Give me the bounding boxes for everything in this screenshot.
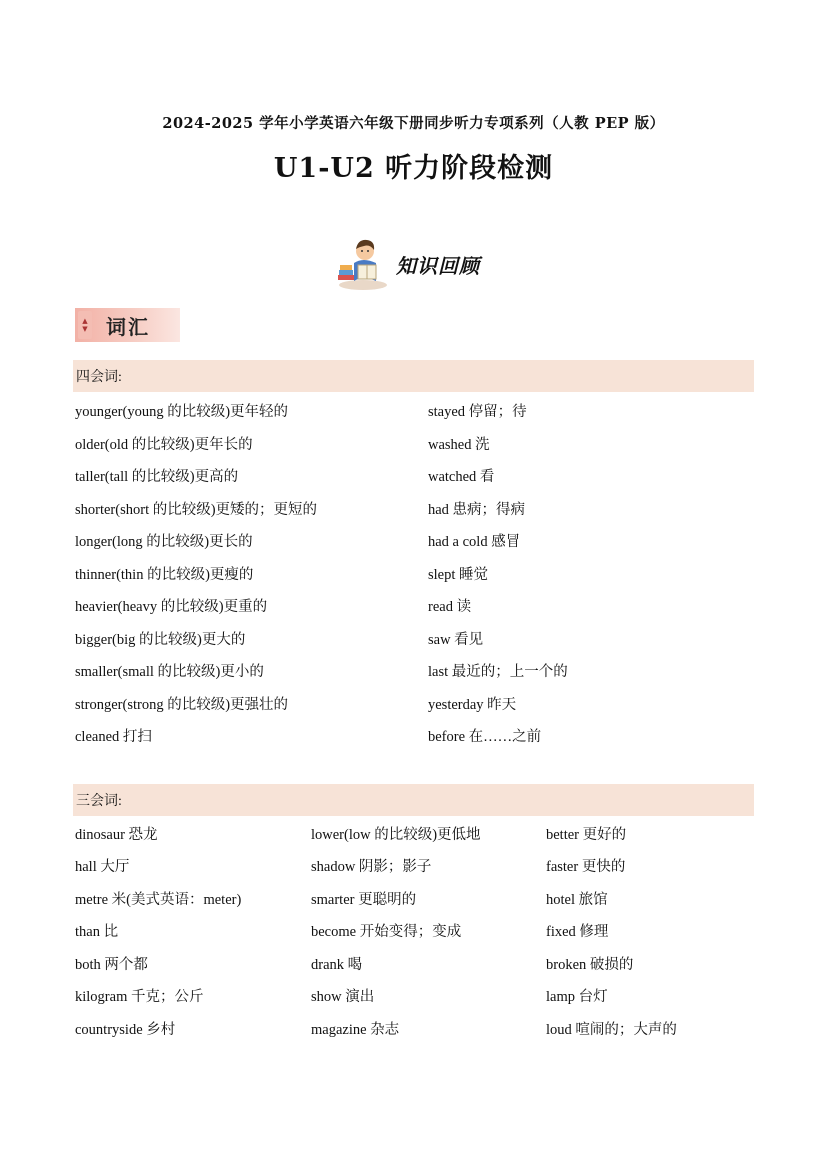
three-skill-word: better 更好的 (546, 827, 627, 843)
four-skill-word: stronger(strong 的比较级)更强壮的 (75, 697, 289, 713)
three-skill-word: hall 大厅 (75, 859, 130, 875)
three-skill-word: fixed 修理 (546, 924, 609, 940)
three-skill-word: become 开始变得；变成 (311, 924, 462, 940)
three-skill-word: than 比 (75, 924, 119, 940)
knowledge-review-label: 知识回顾 (396, 253, 480, 278)
three-skill-word: faster 更快的 (546, 859, 626, 875)
three-skill-word: drank 喝 (311, 957, 363, 973)
four-skill-word: watched 看 (428, 469, 495, 485)
four-skill-word: saw 看见 (428, 632, 484, 648)
four-skill-word: longer(long 的比较级)更长的 (75, 534, 253, 550)
three-skill-word: dinosaur 恐龙 (75, 827, 158, 843)
three-skill-word: show 演出 (311, 989, 375, 1005)
four-skill-word: before 在……之前 (428, 729, 542, 745)
reading-child-icon (334, 235, 392, 293)
three-skill-word: magazine 杂志 (311, 1022, 400, 1038)
four-skill-word: thinner(thin 的比较级)更瘦的 (75, 567, 254, 583)
three-skill-word: broken 破损的 (546, 957, 634, 973)
four-skill-word: shorter(short 的比较级)更矮的；更短的 (75, 502, 318, 518)
vocabulary-banner (75, 308, 180, 342)
four-skill-word: cleaned 打扫 (75, 729, 152, 745)
four-skill-word: younger(young 的比较级)更年轻的 (75, 404, 289, 420)
four-skill-word: bigger(big 的比较级)更大的 (75, 632, 246, 648)
four-skill-word: heavier(heavy 的比较级)更重的 (75, 599, 268, 615)
four-skill-word: slept 睡觉 (428, 567, 489, 583)
three-skill-word: smarter 更聪明的 (311, 892, 417, 908)
three-skill-word: lower(low 的比较级)更低地 (311, 827, 481, 843)
vocabulary-banner-label: 词汇 (106, 314, 150, 339)
three-skill-word: loud 喧闹的；大声的 (546, 1022, 677, 1038)
knowledge-review-badge (334, 234, 480, 294)
three-skill-heading-bar (73, 784, 754, 816)
three-skill-word: countryside 乡村 (75, 1022, 176, 1038)
four-skill-word: read 读 (428, 599, 472, 615)
four-skill-word: yesterday 昨天 (428, 697, 517, 713)
four-skill-word: older(old 的比较级)更年长的 (75, 437, 253, 453)
four-skill-word: last 最近的；上一个的 (428, 664, 568, 680)
three-skill-word: hotel 旅馆 (546, 892, 608, 908)
three-skill-word: shadow 阴影；影子 (311, 859, 432, 875)
three-skill-word: lamp 台灯 (546, 989, 608, 1005)
four-skill-word: washed 洗 (428, 437, 490, 453)
page-title: U1-U2 听力阶段检测 (273, 153, 554, 184)
series-subtitle: 2024-2025 学年小学英语六年级下册同步听力专项系列（人教 PEP 版） (162, 115, 665, 132)
four-skill-word: had a cold 感冒 (428, 534, 521, 550)
three-skill-word: both 两个都 (75, 957, 148, 973)
four-skill-heading: 四会词: (76, 370, 122, 385)
up-down-arrows-icon: ▲ ▼ (78, 311, 92, 339)
three-skill-heading: 三会词: (76, 794, 122, 809)
four-skill-word: taller(tall 的比较级)更高的 (75, 469, 239, 485)
four-skill-heading-bar (73, 360, 754, 392)
three-skill-word: kilogram 千克；公斤 (75, 989, 204, 1005)
four-skill-word: stayed 停留；待 (428, 404, 527, 420)
four-skill-word: smaller(small 的比较级)更小的 (75, 664, 264, 680)
three-skill-word: metre 米(美式英语：meter) (75, 892, 242, 908)
four-skill-word: had 患病；得病 (428, 502, 526, 518)
